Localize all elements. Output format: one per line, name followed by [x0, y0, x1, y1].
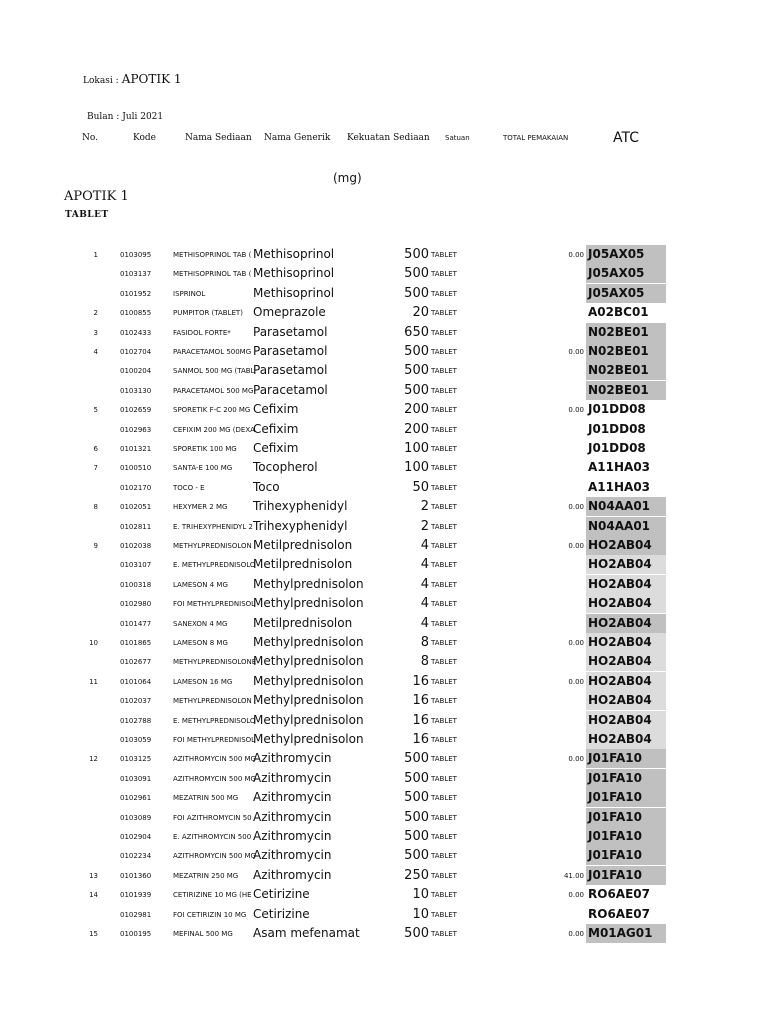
row-satuan: TABLET [431, 930, 457, 938]
lokasi-label: Lokasi : [83, 76, 119, 86]
row-satuan: TABLET [431, 367, 457, 376]
table-row [0, 381, 768, 400]
row-kode: 0100204 [120, 367, 152, 376]
header-kode: Kode [133, 133, 156, 143]
row-atc-code: RO6AE07 [588, 906, 650, 921]
row-kekuatan: 500 [404, 363, 429, 379]
row-kekuatan: 500 [404, 266, 429, 282]
row-atc-code: J01DD08 [588, 421, 646, 436]
row-nama-sediaan: SPORETIK 100 MG [173, 445, 237, 453]
lokasi-value: APOTIK 1 [121, 72, 182, 86]
row-kekuatan: 500 [404, 809, 429, 825]
row-atc-code: J01FA10 [586, 769, 666, 788]
row-kode: 0102037 [120, 697, 152, 706]
row-nama-sediaan: FOI METHYLPREDNISOL [173, 736, 256, 744]
row-nama-sediaan: ISPRINOL [173, 289, 206, 298]
row-kekuatan: 500 [404, 829, 429, 844]
row-kode: 0103091 [120, 774, 152, 783]
row-nama-generik: Azithromycin [253, 848, 332, 863]
row-kekuatan: 10 [412, 906, 429, 922]
row-atc-code: HO2AB04 [586, 614, 666, 633]
row-kekuatan: 4 [420, 538, 429, 553]
header-atc: ATC [613, 130, 639, 146]
row-nama-generik: Azithromycin [253, 809, 332, 824]
row-nama-sediaan: FOI METHYLPREDNISOL [173, 600, 256, 609]
header-total-pemakaian: TOTAL PEMAKAIAN [503, 134, 569, 142]
row-nama-sediaan: AZITHROMYCIN 500 MG [173, 852, 256, 861]
row-nama-generik: Methylprednisolon [253, 693, 364, 708]
row-kekuatan: 200 [404, 402, 429, 418]
table-row [0, 323, 768, 342]
row-nama-generik: Methylprednisolon [253, 635, 364, 649]
row-atc-code: HO2AB04 [586, 633, 666, 652]
row-satuan: TABLET [431, 852, 457, 861]
table-row [0, 245, 768, 264]
row-kode: 0102433 [120, 328, 152, 337]
row-number: 11 [89, 677, 98, 686]
row-satuan: TABLET [431, 270, 457, 279]
row-satuan: TABLET [431, 464, 457, 473]
header-no: No. [82, 133, 98, 143]
row-nama-generik: Metilprednisolon [253, 557, 353, 572]
row-nama-generik: Cefixim [253, 421, 299, 436]
row-kode: 0102677 [120, 658, 152, 667]
row-nama-sediaan: MEZATRIN 250 MG [173, 871, 239, 880]
row-total-pemakaian: 0.00 [568, 639, 584, 647]
row-number: 15 [89, 930, 98, 938]
table-row [0, 478, 768, 497]
row-satuan: TABLET [431, 658, 457, 667]
row-atc-code: J01FA10 [586, 788, 666, 807]
row-kode: 0101952 [120, 289, 152, 298]
table-row [0, 808, 768, 827]
row-kekuatan: 500 [404, 285, 429, 301]
row-atc-code: HO2AB04 [586, 652, 666, 671]
row-nama-sediaan: E. AZITHROMYCIN 500 [173, 833, 252, 841]
row-atc-code: J01FA10 [586, 827, 666, 846]
row-kode: 0102904 [120, 833, 152, 841]
table-row [0, 672, 768, 691]
row-nama-sediaan: PUMPITOR (TABLET) [173, 309, 243, 318]
row-kekuatan: 250 [404, 867, 429, 883]
row-nama-generik: Parasetamol [253, 324, 328, 339]
row-satuan: TABLET [431, 386, 457, 395]
row-kode: 0103107 [120, 561, 152, 570]
row-kode: 0100195 [120, 930, 152, 938]
row-satuan: TABLET [431, 309, 457, 318]
row-nama-generik: Cefixim [253, 441, 299, 455]
row-satuan: TABLET [431, 716, 457, 725]
row-kode: 0101939 [120, 891, 152, 900]
row-total-pemakaian: 0.00 [568, 251, 584, 259]
row-atc-code: A11HA03 [588, 460, 651, 475]
row-kode: 0103130 [120, 386, 152, 395]
row-number: 5 [93, 406, 98, 415]
row-atc-code: N02BE01 [586, 361, 666, 380]
row-kode: 0102961 [120, 794, 152, 803]
table-row [0, 284, 768, 303]
row-kekuatan: 200 [404, 421, 429, 437]
row-kekuatan: 16 [412, 712, 429, 728]
header-mg-unit: (mg) [333, 171, 362, 185]
row-satuan: TABLET [431, 871, 457, 880]
row-kode: 0102981 [120, 910, 152, 919]
row-kekuatan: 500 [404, 344, 429, 359]
row-satuan: TABLET [431, 580, 457, 589]
row-atc-code: HO2AB04 [586, 730, 666, 749]
row-atc-code: HO2AB04 [586, 536, 666, 555]
row-nama-sediaan: SANEXON 4 MG [173, 619, 228, 628]
row-nama-generik: Azithromycin [253, 829, 332, 843]
row-atc-code: J01FA10 [586, 749, 666, 768]
table-row [0, 769, 768, 788]
row-kode: 0102963 [120, 425, 152, 434]
row-atc-code: N02BE01 [586, 323, 666, 342]
row-nama-sediaan: AZITHROMYCIN 500 MG [173, 755, 256, 764]
row-nama-generik: Tocopherol [253, 460, 318, 475]
row-satuan: TABLET [431, 425, 457, 434]
row-kode: 0101360 [120, 871, 152, 880]
row-atc-code: HO2AB04 [586, 555, 666, 574]
row-nama-generik: Azithromycin [253, 790, 332, 805]
row-nama-generik: Azithromycin [253, 770, 332, 785]
row-nama-sediaan: FOI CETIRIZIN 10 MG [173, 910, 247, 919]
row-satuan: TABLET [431, 619, 457, 628]
row-nama-generik: Omeprazole [253, 305, 326, 320]
row-nama-sediaan: CETIRIZINE 10 MG (HE [173, 891, 252, 900]
row-nama-sediaan: METHISOPRINOL TAB ( [173, 270, 252, 279]
row-total-pemakaian: 0.00 [568, 348, 584, 356]
table-row [0, 885, 768, 904]
row-kode: 0103059 [120, 736, 152, 744]
row-total-pemakaian: 0.00 [568, 406, 584, 415]
row-atc-code: N02BE01 [586, 342, 666, 361]
row-kode: 0103125 [120, 755, 152, 764]
row-number: 2 [93, 309, 98, 318]
row-satuan: TABLET [431, 522, 457, 531]
row-kode: 0101865 [120, 639, 152, 647]
row-satuan: TABLET [431, 542, 457, 550]
header-kekuatan-sediaan: Kekuatan Sediaan [347, 133, 430, 143]
row-satuan: TABLET [431, 406, 457, 415]
row-atc-code: N04AA01 [586, 517, 666, 536]
row-atc-code: N02BE01 [586, 381, 666, 400]
row-atc-code: A11HA03 [588, 479, 651, 494]
table-row [0, 264, 768, 283]
row-total-pemakaian: 0.00 [568, 677, 584, 686]
row-number: 3 [93, 328, 98, 337]
row-kekuatan: 4 [420, 596, 429, 612]
row-kekuatan: 16 [412, 693, 429, 709]
row-total-pemakaian: 0.00 [568, 891, 584, 900]
section-title: APOTIK 1 [64, 189, 129, 204]
row-number: 7 [93, 464, 98, 473]
row-satuan: TABLET [431, 639, 457, 647]
table-row [0, 788, 768, 807]
row-nama-generik: Metilprednisolon [253, 615, 353, 630]
table-row [0, 536, 768, 555]
row-kode: 0102051 [120, 503, 152, 512]
row-nama-sediaan: CEFIXIM 200 MG (DEXA [173, 425, 255, 434]
row-kekuatan: 50 [412, 479, 429, 495]
table-row [0, 652, 768, 671]
row-number: 6 [93, 445, 98, 453]
row-kode: 0102659 [120, 406, 152, 415]
row-total-pemakaian: 0.00 [568, 542, 584, 550]
table-row [0, 905, 768, 924]
table-row [0, 517, 768, 536]
row-nama-generik: Trihexyphenidyl [253, 499, 348, 514]
row-kode: 0101477 [120, 619, 152, 628]
row-nama-sediaan: PARACETAMOL 500 MG [173, 386, 254, 395]
row-nama-sediaan: METHYLPREDNISOLONE [173, 658, 257, 667]
row-number: 14 [89, 891, 98, 900]
row-nama-generik: Methylprednisolon [253, 673, 364, 688]
row-nama-generik: Metilprednisolon [253, 538, 353, 552]
row-satuan: TABLET [431, 677, 457, 686]
row-atc-code: J05AX05 [586, 245, 666, 264]
table-row [0, 827, 768, 846]
row-nama-sediaan: METHYLPREDNISOLON [173, 542, 252, 550]
table-row [0, 439, 768, 458]
row-number: 4 [93, 348, 98, 356]
row-total-pemakaian: 41.00 [563, 871, 584, 880]
row-nama-generik: Methylprednisolon [253, 596, 364, 611]
row-satuan: TABLET [431, 348, 457, 356]
table-row [0, 303, 768, 322]
row-kekuatan: 20 [412, 305, 429, 321]
row-kekuatan: 4 [420, 557, 429, 573]
row-kode: 0102038 [120, 542, 152, 550]
row-atc-code: HO2AB04 [586, 672, 666, 691]
row-number: 1 [93, 251, 98, 259]
row-nama-sediaan: E. TRIHEXYPHENIDYL 2 [173, 522, 253, 531]
row-nama-generik: Paracetamol [253, 382, 328, 397]
row-kode: 0101064 [120, 677, 152, 686]
row-atc-code: J01FA10 [586, 866, 666, 885]
row-atc-code: HO2AB04 [586, 711, 666, 730]
row-satuan: TABLET [431, 794, 457, 803]
row-nama-generik: Asam mefenamat [253, 926, 360, 940]
row-kode: 0102704 [120, 348, 152, 356]
row-kekuatan: 500 [404, 751, 429, 767]
row-nama-generik: Methylprednisolon [253, 654, 364, 669]
row-kekuatan: 500 [404, 790, 429, 806]
row-total-pemakaian: 0.00 [568, 930, 584, 938]
row-nama-sediaan: LAMESON 16 MG [173, 677, 233, 686]
row-kode: 0102234 [120, 852, 152, 861]
subsection-title: TABLET [65, 210, 109, 220]
table-row [0, 846, 768, 865]
row-nama-generik: Cetirizine [253, 906, 310, 921]
row-atc-code: HO2AB04 [586, 594, 666, 613]
row-kekuatan: 16 [412, 732, 429, 747]
row-atc-code: M01AG01 [586, 924, 666, 943]
row-number: 9 [93, 542, 98, 550]
table-row [0, 730, 768, 749]
row-nama-generik: Cefixim [253, 402, 299, 417]
row-nama-generik: Azithromycin [253, 751, 332, 766]
row-number: 10 [89, 639, 98, 647]
header-satuan: Satuan [445, 134, 470, 142]
row-atc-code: J01DD08 [588, 441, 646, 455]
row-kode: 0102980 [120, 600, 152, 609]
row-atc-code: N04AA01 [586, 497, 666, 516]
row-kode: 0102170 [120, 483, 152, 492]
row-atc-code: J05AX05 [586, 284, 666, 303]
row-satuan: TABLET [431, 736, 457, 744]
row-satuan: TABLET [431, 483, 457, 492]
row-nama-sediaan: SPORETIK F-C 200 MG [173, 406, 251, 415]
row-kode: 0102811 [120, 522, 152, 531]
row-kode: 0102788 [120, 716, 152, 725]
row-satuan: TABLET [431, 891, 457, 900]
row-nama-sediaan: FASIDOL FORTE* [173, 328, 231, 337]
row-atc-code: J01FA10 [586, 808, 666, 827]
row-nama-sediaan: E. METHYLPREDNISOLO [173, 561, 256, 570]
row-nama-sediaan: FOI AZITHROMYCIN 50 [173, 813, 252, 822]
bulan-label: Bulan : Juli 2021 [87, 112, 164, 122]
row-satuan: TABLET [431, 774, 457, 783]
row-nama-sediaan: SANTA-E 100 MG [173, 464, 233, 473]
row-kode: 0100510 [120, 464, 152, 473]
row-satuan: TABLET [431, 833, 457, 841]
row-nama-generik: Azithromycin [253, 867, 332, 882]
table-row [0, 594, 768, 613]
row-kode: 0103137 [120, 270, 152, 279]
row-kekuatan: 10 [412, 887, 429, 903]
row-kode: 0101321 [120, 445, 152, 453]
header-nama-generik: Nama Generik [264, 133, 331, 143]
row-kekuatan: 500 [404, 848, 429, 864]
table-row [0, 749, 768, 768]
row-nama-sediaan: E. METHYLPREDNISOLO [173, 716, 256, 725]
row-nama-sediaan: MEZATRIN 500 MG [173, 794, 239, 803]
table-row [0, 555, 768, 574]
row-number: 8 [93, 503, 98, 512]
row-kekuatan: 100 [404, 460, 429, 476]
row-nama-generik: Cetirizine [253, 887, 310, 902]
row-kekuatan: 100 [404, 441, 429, 456]
row-kode: 0103089 [120, 813, 152, 822]
row-nama-sediaan: METHYLPREDNISOLON [173, 697, 252, 706]
table-row [0, 691, 768, 710]
table-row [0, 633, 768, 652]
row-satuan: TABLET [431, 697, 457, 706]
row-nama-sediaan: AZITHROMYCIN 500 MG [173, 774, 256, 783]
row-nama-sediaan: HEXYMER 2 MG [173, 503, 228, 512]
row-kekuatan: 4 [420, 615, 429, 631]
table-row [0, 711, 768, 730]
row-nama-generik: Methylprednisolon [253, 712, 364, 727]
table-row [0, 342, 768, 361]
row-satuan: TABLET [431, 289, 457, 298]
table-row [0, 400, 768, 419]
row-kode: 0103095 [120, 251, 152, 259]
row-kekuatan: 4 [420, 576, 429, 592]
row-nama-generik: Trihexyphenidyl [253, 518, 348, 533]
row-kekuatan: 500 [404, 926, 429, 941]
row-kekuatan: 8 [420, 654, 429, 670]
table-row [0, 866, 768, 885]
row-nama-generik: Methisoprinol [253, 285, 335, 300]
row-kekuatan: 500 [404, 247, 429, 262]
row-satuan: TABLET [431, 251, 457, 259]
row-satuan: TABLET [431, 600, 457, 609]
table-row [0, 420, 768, 439]
table-row [0, 458, 768, 477]
row-atc-code: J05AX05 [586, 264, 666, 283]
row-number: 13 [89, 871, 98, 880]
row-satuan: TABLET [431, 910, 457, 919]
row-kekuatan: 8 [420, 635, 429, 650]
row-nama-sediaan: METHISOPRINOL TAB ( [173, 251, 252, 259]
row-atc-code: A02BC01 [588, 305, 649, 320]
header-nama-sediaan: Nama Sediaan [185, 133, 252, 143]
row-kode: 0100318 [120, 580, 152, 589]
row-nama-sediaan: SANMOL 500 MG (TABL [173, 367, 255, 376]
row-nama-sediaan: TOCO - E [173, 483, 205, 492]
row-nama-generik: Methisoprinol [253, 247, 335, 261]
row-atc-code: J01FA10 [586, 846, 666, 865]
row-total-pemakaian: 0.00 [568, 755, 584, 764]
row-nama-generik: Methylprednisolon [253, 732, 364, 746]
row-satuan: TABLET [431, 328, 457, 337]
row-kekuatan: 650 [404, 324, 429, 340]
row-atc-code: J01DD08 [588, 402, 646, 417]
row-nama-generik: Parasetamol [253, 344, 328, 358]
row-kekuatan: 16 [412, 673, 429, 689]
row-nama-sediaan: MEFINAL 500 MG [173, 930, 233, 938]
row-atc-code: HO2AB04 [586, 691, 666, 710]
row-kekuatan: 2 [420, 518, 429, 534]
table-row [0, 614, 768, 633]
row-satuan: TABLET [431, 445, 457, 453]
row-nama-sediaan: LAMESON 4 MG [173, 580, 228, 589]
row-satuan: TABLET [431, 755, 457, 764]
table-row [0, 497, 768, 516]
row-total-pemakaian: 0.00 [568, 503, 584, 512]
row-nama-generik: Parasetamol [253, 363, 328, 378]
table-row [0, 924, 768, 943]
row-nama-generik: Methylprednisolon [253, 576, 364, 591]
row-nama-generik: Methisoprinol [253, 266, 335, 281]
row-nama-sediaan: PARACETAMOL 500MG [173, 348, 252, 356]
table-row [0, 361, 768, 380]
row-nama-generik: Toco [253, 479, 280, 494]
row-kekuatan: 2 [420, 499, 429, 515]
row-kekuatan: 500 [404, 770, 429, 786]
row-satuan: TABLET [431, 561, 457, 570]
row-nama-sediaan: LAMESON 8 MG [173, 639, 228, 647]
table-row [0, 575, 768, 594]
row-satuan: TABLET [431, 503, 457, 512]
row-kode: 0100855 [120, 309, 152, 318]
row-atc-code: HO2AB04 [586, 575, 666, 594]
row-atc-code: RO6AE07 [588, 887, 650, 902]
row-number: 12 [89, 755, 98, 764]
row-satuan: TABLET [431, 813, 457, 822]
row-kekuatan: 500 [404, 382, 429, 398]
